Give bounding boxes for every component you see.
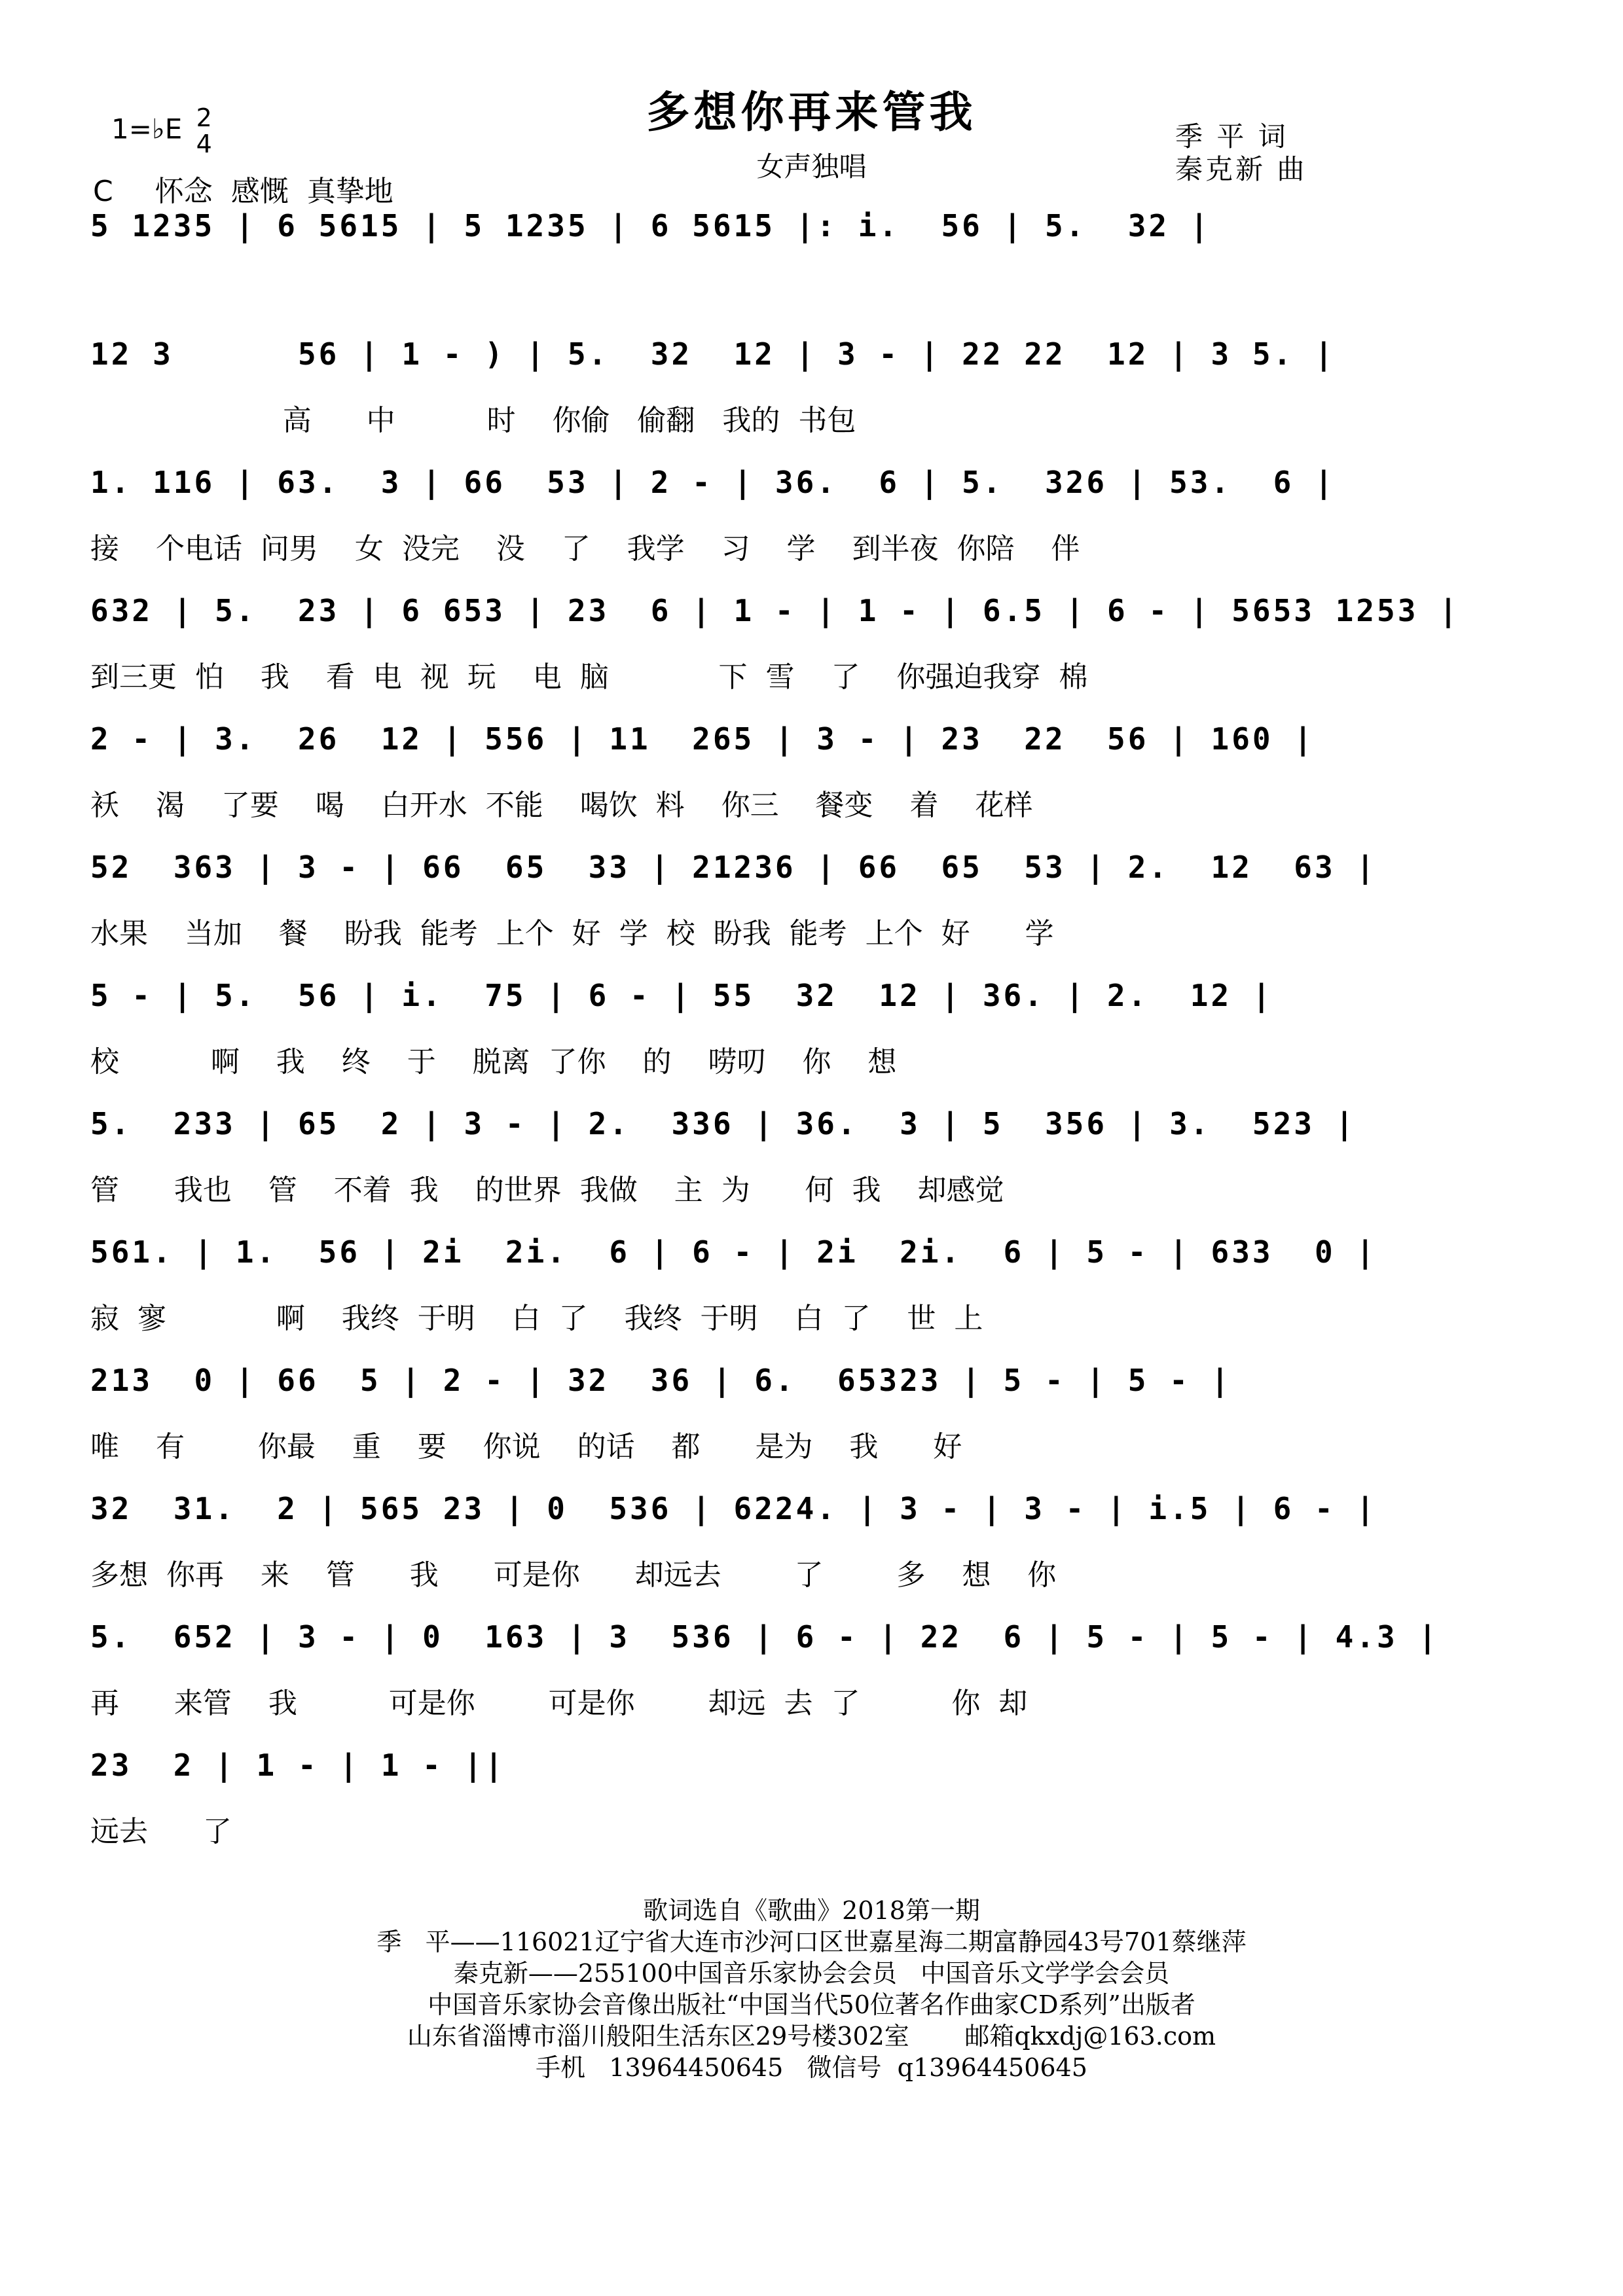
lyrics-line: 多想 你再 来 管 我 可是你 却远去 了 多 想 你 xyxy=(90,1558,1057,1592)
score-line-11 xyxy=(0,1491,1623,1622)
key-signature xyxy=(111,105,212,157)
composer-membership: 秦克新——255100中国音乐家协会会员 中国音乐文学学会会员 xyxy=(453,1959,1170,1988)
time-signature xyxy=(196,105,212,157)
lyrics-line: 校 啊 我 终 于 脱离 了你 的 唠叨 你 想 xyxy=(90,1045,897,1079)
lyricist-address: 季 平——116021辽宁省大连市沙河口区世嘉星海二期富静园43号701蔡继萍 xyxy=(376,1928,1247,1956)
jianpu-notes: 2 - | 3. 26 12 | 556 | 11 265 | 3 - | 23 22 56 | 160 | xyxy=(90,721,1315,757)
lyrics-line: 袄 渴 了要 喝 白开水 不能 喝饮 料 你三 餐变 着 花样 xyxy=(90,789,1033,822)
jianpu-notes: 1. 116 | 63. 3 | 66 53 | 2 - | 36. 6 | 5. 326 | 53. 6 | xyxy=(90,465,1336,500)
lyrics-line: 到三更 怕 我 看 电 视 玩 电 脑 下 雪 了 你强迫我穿 棉 xyxy=(90,660,1088,694)
lyrics-line: 再 来管 我 可是你 可是你 却远 去 了 你 却 xyxy=(90,1687,1028,1720)
composer-address: 山东省淄博市淄川般阳生活东区29号楼302室 邮箱qkxdj@163.com xyxy=(407,2022,1216,2051)
jianpu-notes: 561. | 1. 56 | 2i 2i. 6 | 6 - | 2i 2i. 6 | 5 - | 633 0 | xyxy=(90,1234,1377,1270)
jianpu-notes: 32 31. 2 | 565 23 | 0 536 | 6224. | 3 - | 3 - | i.5 | 6 - | xyxy=(90,1491,1377,1526)
score-line-3 xyxy=(0,465,1623,596)
lyricist-credit: 季 平 词 xyxy=(1175,120,1288,152)
score-line-13 xyxy=(0,1748,1623,1878)
song-title: 多想你再来管我 xyxy=(646,86,977,137)
song-subtitle: 女声独唱 xyxy=(756,151,867,183)
score-line-9 xyxy=(0,1234,1623,1365)
tempo-marking xyxy=(93,168,393,209)
jianpu-notes: 5 - | 5. 56 | i. 75 | 6 - | 55 32 12 | 36. | 2. 12 | xyxy=(90,978,1273,1013)
time-signature-bottom: 4 xyxy=(196,130,212,158)
score-line-8 xyxy=(0,1106,1623,1237)
lyrics-line: 唯 有 你最 重 要 你说 的话 都 是为 我 好 xyxy=(90,1430,962,1463)
mood-marking: 怀念 感慨 真挚地 xyxy=(155,175,393,208)
section-mark: C xyxy=(93,175,113,208)
jianpu-notes: 632 | 5. 23 | 6 653 | 23 6 | 1 - | 1 - | 6.5 | 6 - | 5653 1253 | xyxy=(90,593,1460,628)
jianpu-notes: 213 0 | 66 5 | 2 - | 32 36 | 6. 65323 | 5 - | 5 - | xyxy=(90,1363,1232,1398)
lyrics-line: 接 个电话 问男 女 没完 没 了 我学 习 学 到半夜 你陪 伴 xyxy=(90,532,1080,565)
composer-credit: 秦克新 曲 xyxy=(1175,153,1307,185)
jianpu-notes: 5 1235 | 6 5615 | 5 1235 | 6 5615 |: i. 56 | 5. 32 | xyxy=(90,208,1211,243)
score-line-4 xyxy=(0,593,1623,724)
score-line-5 xyxy=(0,721,1623,852)
lyrics-line: 水果 当加 餐 盼我 能考 上个 好 学 校 盼我 能考 上个 好 学 xyxy=(90,917,1054,950)
time-signature-top: 2 xyxy=(196,103,212,132)
key-label: 1=♭E xyxy=(111,113,183,145)
score-line-6 xyxy=(0,850,1623,980)
jianpu-notes: 5. 652 | 3 - | 0 163 | 3 536 | 6 - | 22 6 | 5 - | 5 - | 4.3 | xyxy=(90,1619,1440,1655)
score-line-2 xyxy=(0,336,1623,467)
score-line-12 xyxy=(0,1619,1623,1750)
contact-info: 手机 13964450645 微信号 q13964450645 xyxy=(536,2053,1087,2082)
lyrics-line: 远去 了 xyxy=(90,1815,232,1848)
jianpu-notes: 12 3 56 | 1 - ) | 5. 32 12 | 3 - | 22 22 12 | 3 5. | xyxy=(90,336,1336,372)
score-line-10 xyxy=(0,1363,1623,1494)
jianpu-notes: 5. 233 | 65 2 | 3 - | 2. 336 | 36. 3 | 5 356 | 3. 523 | xyxy=(90,1106,1357,1141)
score-line-7 xyxy=(0,978,1623,1109)
jianpu-notes: 23 2 | 1 - | 1 - || xyxy=(90,1748,505,1783)
lyrics-line: 管 我也 管 不着 我 的世界 我做 主 为 何 我 却感觉 xyxy=(90,1174,1004,1207)
lyrics-line: 高 中 时 你偷 偷翻 我的 书包 xyxy=(90,404,856,437)
score-line-1 xyxy=(0,208,1623,339)
lyrics-line: 寂 寥 啊 我终 于明 白 了 我终 于明 白 了 世 上 xyxy=(90,1302,983,1335)
jianpu-notes: 52 363 | 3 - | 66 65 33 | 21236 | 66 65 53 | 2. 12 63 | xyxy=(90,850,1377,885)
publisher-note: 中国音乐家协会音像出版社“中国当代50位著名作曲家CD系列”出版者 xyxy=(428,1990,1195,2019)
source-note: 歌词选自《歌曲》2018第一期 xyxy=(643,1896,980,1925)
